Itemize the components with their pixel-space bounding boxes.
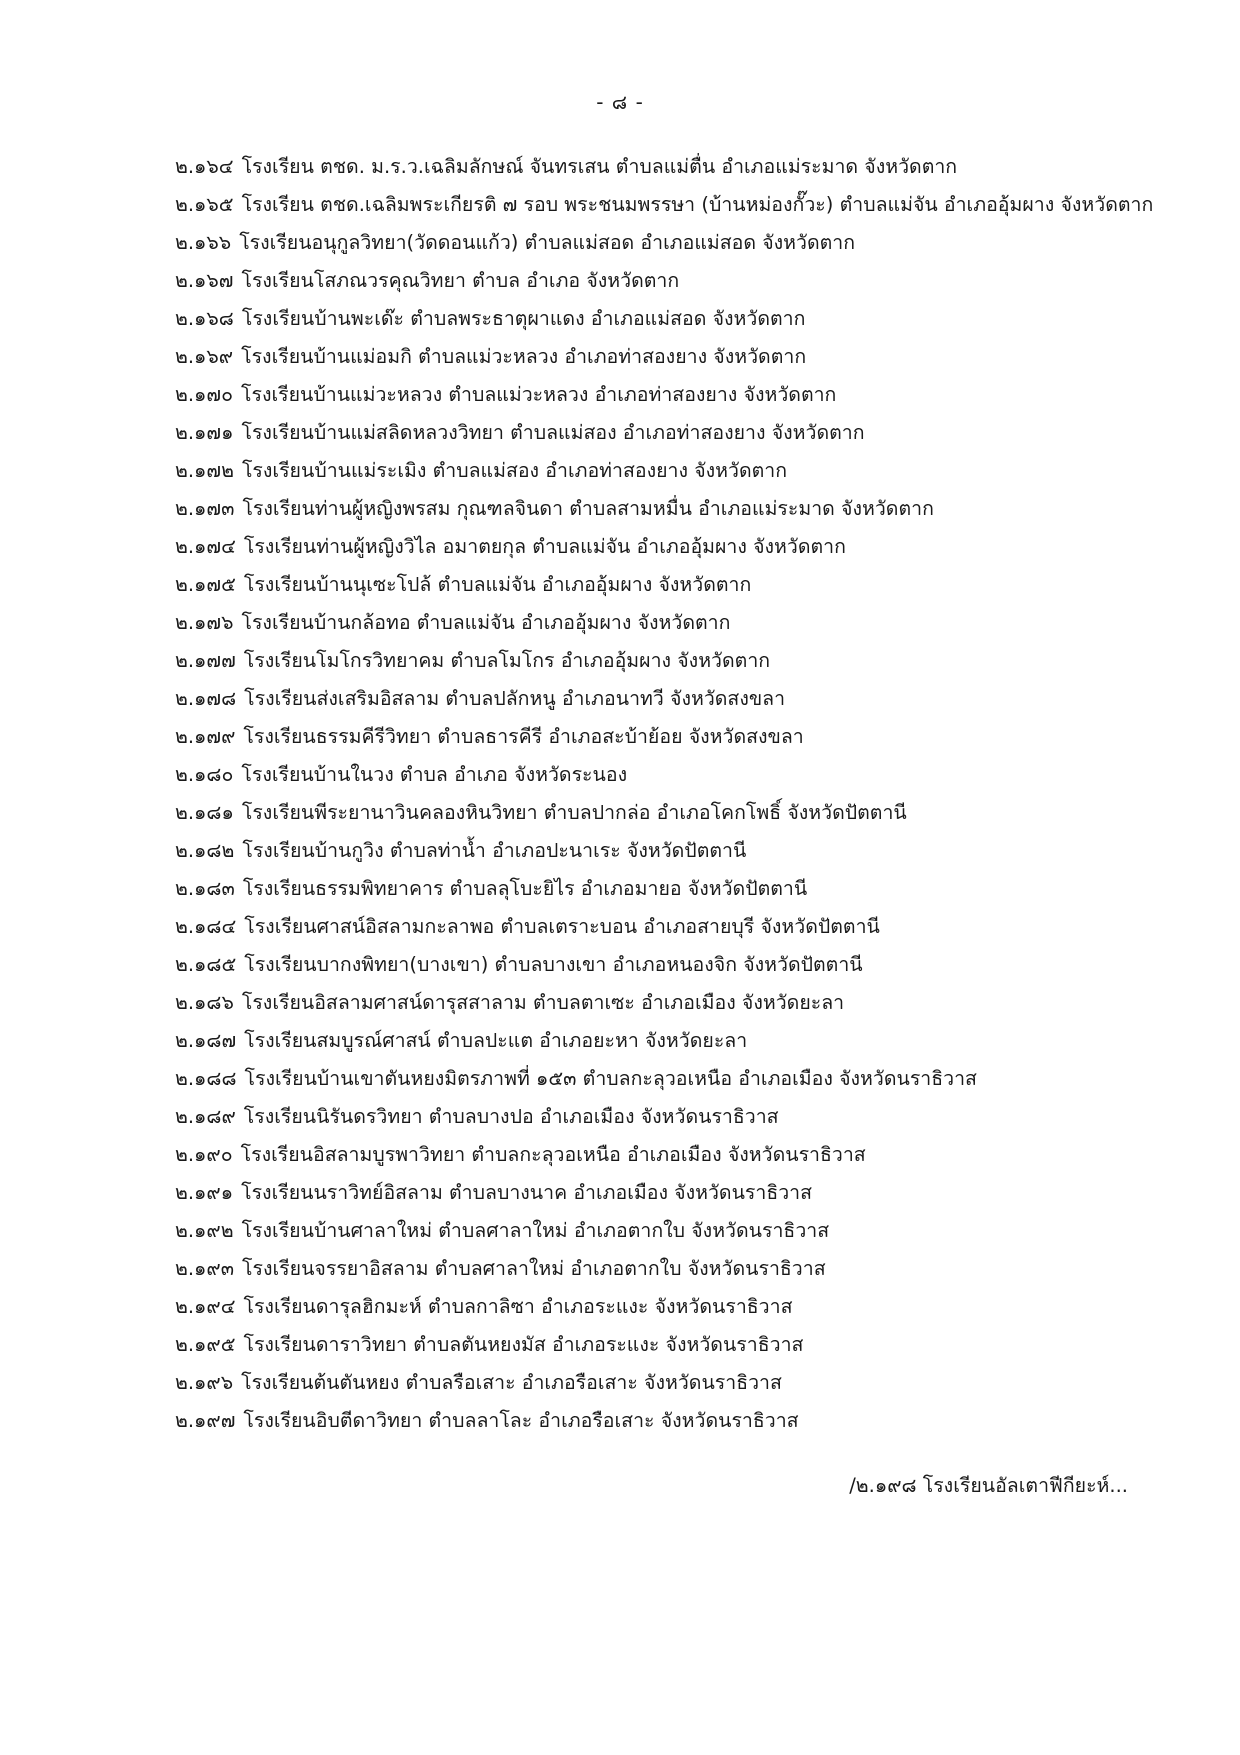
item-number: ๒.๑๙๖ xyxy=(175,1371,234,1394)
item-text: โรงเรียนบ้านเขาตันหยงมิตรภาพที่ ๑๕๓ ตำบลกะลุวอเหนือ อำเภอเมือง จังหวัดนราธิวาส xyxy=(244,1067,977,1090)
item-text: โรงเรียนบ้านแม่สลิดหลวงวิทยา ตำบลแม่สอง อำเภอท่าสองยาง จังหวัดตาก xyxy=(241,421,865,444)
item-text: โรงเรียนท่านผู้หญิงวิไล อมาตยกุล ตำบลแม่จัน อำเภออุ้มผาง จังหวัดตาก xyxy=(243,535,846,558)
item-text: โรงเรียนสมบูรณ์ศาสน์ ตำบลปะแต อำเภอยะหา จังหวัดยะลา xyxy=(244,1029,748,1052)
list-item xyxy=(175,148,1215,186)
list-item xyxy=(175,832,1215,870)
list-item xyxy=(175,946,1215,984)
item-number: ๒.๑๘๕ xyxy=(175,953,237,976)
item-text: โรงเรียนส่งเสริมอิสลาม ตำบลปลักหนู อำเภอนาทวี จังหวัดสงขลา xyxy=(244,687,786,710)
list-item xyxy=(175,338,1215,376)
item-number: ๒.๑๙๑ xyxy=(175,1181,234,1204)
item-number: ๒.๑๘๗ xyxy=(175,1029,237,1052)
item-number: ๒.๑๘๒ xyxy=(175,839,235,862)
list-item xyxy=(175,224,1215,262)
item-text: โรงเรียนอนุกูลวิทยา(วัดดอนแก้ว) ตำบลแม่สอด อำเภอแม่สอด จังหวัดตาก xyxy=(239,231,856,254)
item-text: โรงเรียน ตชด. ม.ร.ว.เฉลิมลักษณ์ จันทรเสน ตำบลแม่ตื่น อำเภอแม่ระมาด จังหวัดตาก xyxy=(241,155,958,178)
list-item xyxy=(175,1212,1215,1250)
item-number: ๒.๑๖๕ xyxy=(175,193,234,216)
item-text: โรงเรียนบ้านศาลาใหม่ ตำบลศาลาใหม่ อำเภอตากใบ จังหวัดนราธิวาส xyxy=(241,1219,830,1242)
item-number: ๒.๑๗๖ xyxy=(175,611,234,634)
item-number: ๒.๑๗๘ xyxy=(175,687,237,710)
item-number: ๒.๑๘๔ xyxy=(175,915,237,938)
item-number: ๒.๑๗๒ xyxy=(175,459,234,482)
item-text: โรงเรียนอิสลามบูรพาวิทยา ตำบลกะลุวอเหนือ อำเภอเมือง จังหวัดนราธิวาส xyxy=(240,1143,866,1166)
item-number: ๒.๑๘๙ xyxy=(175,1105,236,1128)
item-number: ๒.๑๙๒ xyxy=(175,1219,234,1242)
item-text: โรงเรียนอิบตีดาวิทยา ตำบลลาโละ อำเภอรือเสาะ จังหวัดนราธิวาส xyxy=(243,1409,799,1432)
item-number: ๒.๑๗๓ xyxy=(175,497,235,520)
list-item xyxy=(175,414,1215,452)
list-item xyxy=(175,1402,1215,1440)
item-text: โรงเรียนนราวิทย์อิสลาม ตำบลบางนาค อำเภอเมือง จังหวัดนราธิวาส xyxy=(241,1181,813,1204)
list-item xyxy=(175,870,1215,908)
item-number: ๒.๑๘๐ xyxy=(175,763,234,786)
list-item xyxy=(175,680,1215,718)
item-text: โรงเรียนต้นตันหยง ตำบลรือเสาะ อำเภอรือเสาะ จังหวัดนราธิวาส xyxy=(241,1371,782,1394)
item-number: ๒.๑๖๗ xyxy=(175,269,234,292)
item-number: ๒.๑๗๑ xyxy=(175,421,234,444)
list-item xyxy=(175,756,1215,794)
item-text: โรงเรียนบ้านแม่ระเมิง ตำบลแม่สอง อำเภอท่าสองยาง จังหวัดตาก xyxy=(241,459,788,482)
list-item xyxy=(175,300,1215,338)
item-number: ๒.๑๘๓ xyxy=(175,877,235,900)
list-item xyxy=(175,1136,1215,1174)
item-text: โรงเรียนอิสลามศาสน์ดารุสสาลาม ตำบลตาเซะ อำเภอเมือง จังหวัดยะลา xyxy=(241,991,845,1014)
list-item xyxy=(175,1364,1215,1402)
list-item xyxy=(175,528,1215,566)
item-text: โรงเรียนนิรันดรวิทยา ตำบลบางปอ อำเภอเมือง จังหวัดนราธิวาส xyxy=(243,1105,779,1128)
list-item xyxy=(175,1326,1215,1364)
list-item xyxy=(175,186,1215,224)
list-item xyxy=(175,1174,1215,1212)
list-item xyxy=(175,984,1215,1022)
list-item xyxy=(175,604,1215,642)
list-item xyxy=(175,718,1215,756)
item-number: ๒.๑๗๗ xyxy=(175,649,236,672)
list-item xyxy=(175,566,1215,604)
item-number: ๒.๑๗๔ xyxy=(175,535,236,558)
item-number: ๒.๑๙๕ xyxy=(175,1333,236,1356)
list-item xyxy=(175,642,1215,680)
item-text: โรงเรียนโมโกรวิทยาคม ตำบลโมโกร อำเภออุ้มผาง จังหวัดตาก xyxy=(243,649,771,672)
item-number: ๒.๑๖๙ xyxy=(175,345,234,368)
item-number: ๒.๑๘๖ xyxy=(175,991,234,1014)
item-text: โรงเรียนบ้านกล้อทอ ตำบลแม่จัน อำเภออุ้มผาง จังหวัดตาก xyxy=(241,611,731,634)
item-number: ๒.๑๙๔ xyxy=(175,1295,236,1318)
item-number: ๒.๑๙๐ xyxy=(175,1143,233,1166)
page-number: - ๘ - xyxy=(596,90,644,114)
school-list xyxy=(175,148,1215,1440)
item-text: โรงเรียนท่านผู้หญิงพรสม กุณฑลจินดา ตำบลสามหมื่น อำเภอแม่ระมาด จังหวัดตาก xyxy=(242,497,934,520)
list-item xyxy=(175,376,1215,414)
item-text: โรงเรียนบ้านกูวิง ตำบลท่าน้ำ อำเภอปะนาเระ จังหวัดปัตตานี xyxy=(242,839,747,862)
list-item xyxy=(175,1250,1215,1288)
item-number: ๒.๑๙๗ xyxy=(175,1409,236,1432)
item-text: โรงเรียนธรรมคีรีวิทยา ตำบลธารคีรี อำเภอสะบ้าย้อย จังหวัดสงขลา xyxy=(243,725,804,748)
item-text: โรงเรียนดาราวิทยา ตำบลตันหยงมัส อำเภอระแงะ จังหวัดนราธิวาส xyxy=(243,1333,804,1356)
item-number: ๒.๑๗๙ xyxy=(175,725,236,748)
item-text: โรงเรียนธรรมพิทยาคาร ตำบลลุโบะยิไร อำเภอมายอ จังหวัดปัตตานี xyxy=(242,877,808,900)
item-text: โรงเรียน ตชด.เฉลิมพระเกียรติ ๗ รอบ พระชนมพรรษา (บ้านหม่องกั๊วะ) ตำบลแม่จัน อำเภออุ้มผาง จังหวัดตาก xyxy=(241,193,1154,216)
list-item xyxy=(175,1288,1215,1326)
item-text: โรงเรียนโสภณวรคุณวิทยา ตำบล อำเภอ จังหวัดตาก xyxy=(241,269,680,292)
item-number: ๒.๑๘๑ xyxy=(175,801,234,824)
item-text: โรงเรียนบ้านแม่วะหลวง ตำบลแม่วะหลวง อำเภอท่าสองยาง จังหวัดตาก xyxy=(241,383,837,406)
list-item xyxy=(175,452,1215,490)
item-number: ๒.๑๗๐ xyxy=(175,383,233,406)
list-item xyxy=(175,1098,1215,1136)
item-text: โรงเรียนบ้านแม่อมกิ ตำบลแม่วะหลวง อำเภอท่าสองยาง จังหวัดตาก xyxy=(241,345,807,368)
list-item xyxy=(175,908,1215,946)
item-number: ๒.๑๗๕ xyxy=(175,573,236,596)
item-number: ๒.๑๙๓ xyxy=(175,1257,235,1280)
item-text: โรงเรียนดารุลฮิกมะห์ ตำบลกาลิซา อำเภอระแงะ จังหวัดนราธิวาส xyxy=(243,1295,793,1318)
item-text: โรงเรียนบ้านนุเซะโปล้ ตำบลแม่จัน อำเภออุ้มผาง จังหวัดตาก xyxy=(243,573,752,596)
item-text: โรงเรียนจรรยาอิสลาม ตำบลศาลาใหม่ อำเภอตากใบ จังหวัดนราธิวาส xyxy=(242,1257,826,1280)
list-item xyxy=(175,262,1215,300)
item-text: โรงเรียนบากงพิทยา(บางเขา) ตำบลบางเขา อำเภอหนองจิก จังหวัดปัตตานี xyxy=(244,953,863,976)
continuation-note: /๒.๑๙๘ โรงเรียนอัลเตาฟีกียะห์... xyxy=(849,1474,1128,1497)
list-item xyxy=(175,1022,1215,1060)
item-number: ๒.๑๖๘ xyxy=(175,307,234,330)
item-text: โรงเรียนศาสน์อิสลามกะลาพอ ตำบลเตราะบอน อำเภอสายบุรี จังหวัดปัตตานี xyxy=(244,915,880,938)
list-item xyxy=(175,1060,1215,1098)
item-text: โรงเรียนพีระยานาวินคลองหินวิทยา ตำบลปากล่อ อำเภอโคกโพธิ์ จังหวัดปัตตานี xyxy=(241,801,907,824)
item-number: ๒.๑๖๖ xyxy=(175,231,232,254)
item-text: โรงเรียนบ้านพะเด๊ะ ตำบลพระธาตุผาแดง อำเภอแม่สอด จังหวัดตาก xyxy=(241,307,806,330)
item-number: ๒.๑๘๘ xyxy=(175,1067,237,1090)
list-item xyxy=(175,794,1215,832)
item-number: ๒.๑๖๔ xyxy=(175,155,234,178)
item-text: โรงเรียนบ้านในวง ตำบล อำเภอ จังหวัดระนอง xyxy=(241,763,628,786)
list-item xyxy=(175,490,1215,528)
